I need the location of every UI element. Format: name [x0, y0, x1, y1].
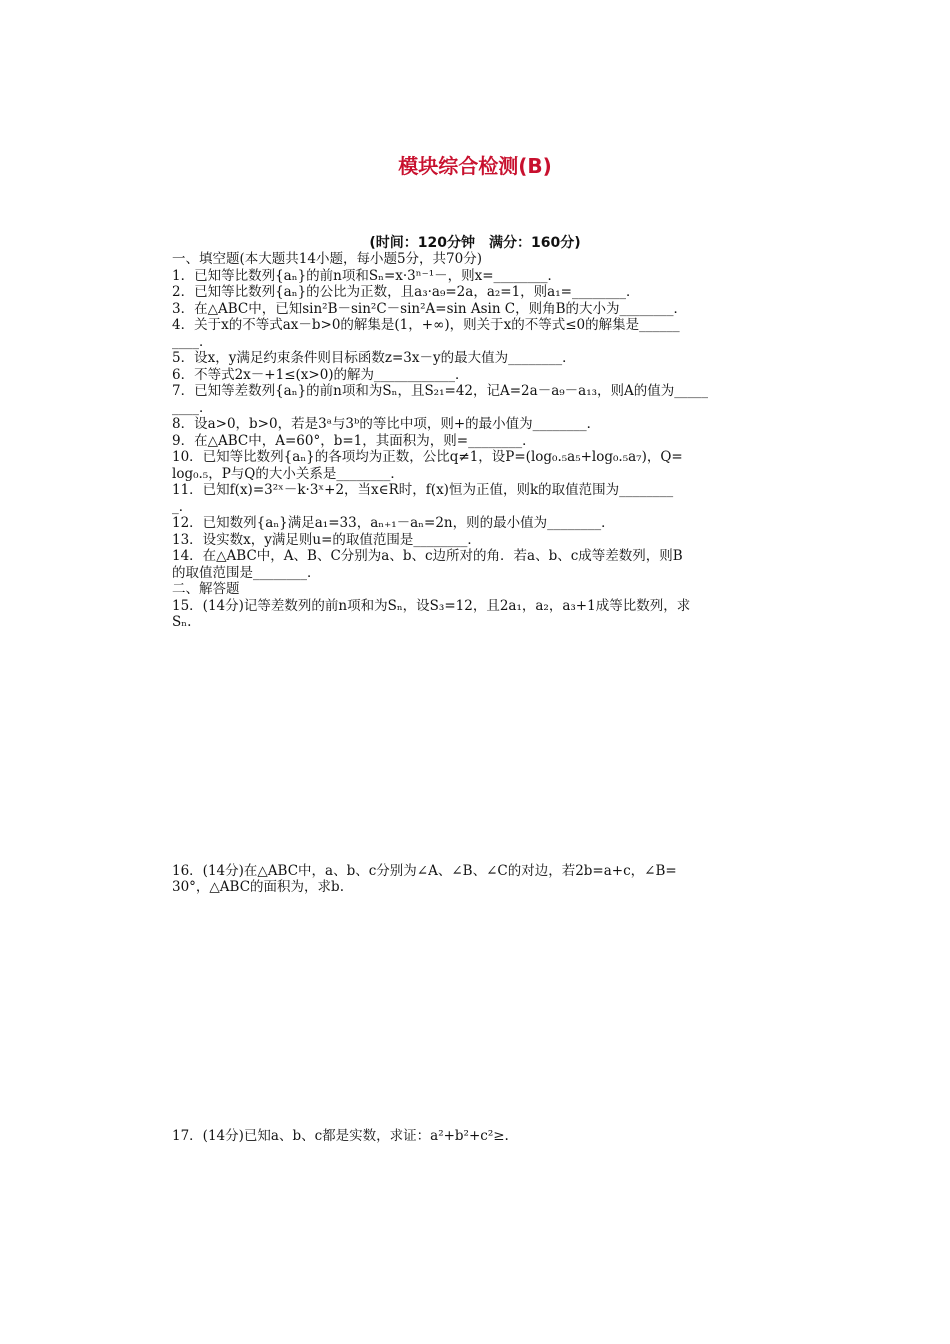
question-14: 14．在△ABC中，A、B、C分别为a、b、c边所对的角．若a、b、c成等差数列，则B — [172, 548, 683, 564]
section-heading-fill-in: 一、填空题(本大题共14小题，每小题5分，共70分) — [172, 251, 482, 267]
question-8: 8．设a>0，b>0，若是3ᵃ与3ᵇ的等比中项，则+的最小值为________． — [172, 416, 601, 432]
question-15: 15．(14分)记等差数列的前n项和为Sₙ，设S₃=12，且2a₁，a₂，a₃+1成等比数列，求 — [172, 597, 691, 614]
page-title: 模块综合检测(B) — [398, 154, 552, 178]
question-4: 4．关于x的不等式ax－b>0的解集是(1，+∞)，则关于x的不等式≤0的解集是______ — [172, 317, 680, 333]
question-1: 1．已知等比数列{aₙ}的前n项和Sₙ=x·3ⁿ⁻¹－，则x=________． — [172, 267, 562, 284]
question-10-cont: log₀.₅，P与Q的大小关系是________． — [172, 465, 404, 482]
question-3: 3．在△ABC中，已知sin²B－sin²C－sin²A=sin Asin C，则角B的大小为________． — [172, 300, 688, 317]
exam-info: (时间：120分钟 满分：160分) — [369, 235, 581, 251]
question-13: 13．设实数x，y满足则u=的取值范围是________． — [172, 531, 481, 548]
question-15-cont: Sₙ. — [172, 614, 192, 630]
question-16: 16．(14分)在△ABC中，a、b、c分别为∠A、∠B、∠C的对边，若2b=a+c，∠B= — [172, 862, 677, 879]
exam-body — [172, 251, 812, 1144]
question-5: 5．设x，y满足约束条件则目标函数z=3x－y的最大值为________． — [172, 350, 576, 366]
question-6: 6．不等式2x－+1≤(x>0)的解为____________． — [172, 366, 469, 383]
section-heading-solve: 二、解答题 — [172, 581, 240, 597]
question-12: 12．已知数列{aₙ}满足a₁=33，aₙ₊₁－aₙ=2n，则的最小值为________． — [172, 515, 615, 531]
question-17: 17．(14分)已知a、b、c都是实数，求证：a²+b²+c²≥. — [172, 1127, 509, 1144]
answer-space-15 — [172, 631, 812, 863]
question-7: 7．已知等差数列{aₙ}的前n项和为Sₙ，且S₂₁=42，记A=2a－a₉－a₁₃，则A的值为_____ — [172, 383, 709, 399]
question-11: 11．已知f(x)=3²ˣ－k·3ˣ+2，当x∈R时，f(x)恒为正值，则k的取值范围为________ — [172, 482, 674, 498]
question-7-cont: ____． — [172, 399, 213, 416]
question-9: 9．在△ABC中，A=60°，b=1，其面积为，则=________． — [172, 432, 536, 449]
question-2: 2．已知等比数列{aₙ}的公比为正数，且a₃·a₉=2a，a₂=1，则a₁=________． — [172, 284, 640, 300]
question-16-cont: 30°，△ABC的面积为，求b. — [172, 879, 344, 895]
answer-space-16 — [172, 896, 812, 1128]
question-10: 10．已知等比数列{aₙ}的各项均为正数，公比q≠1，设P=(log₀.₅a₅+log₀.₅a₇)，Q= — [172, 449, 683, 465]
question-11-cont: _． — [172, 498, 193, 515]
question-14-cont: 的取值范围是________． — [172, 564, 321, 581]
question-4-cont: ____． — [172, 333, 213, 350]
